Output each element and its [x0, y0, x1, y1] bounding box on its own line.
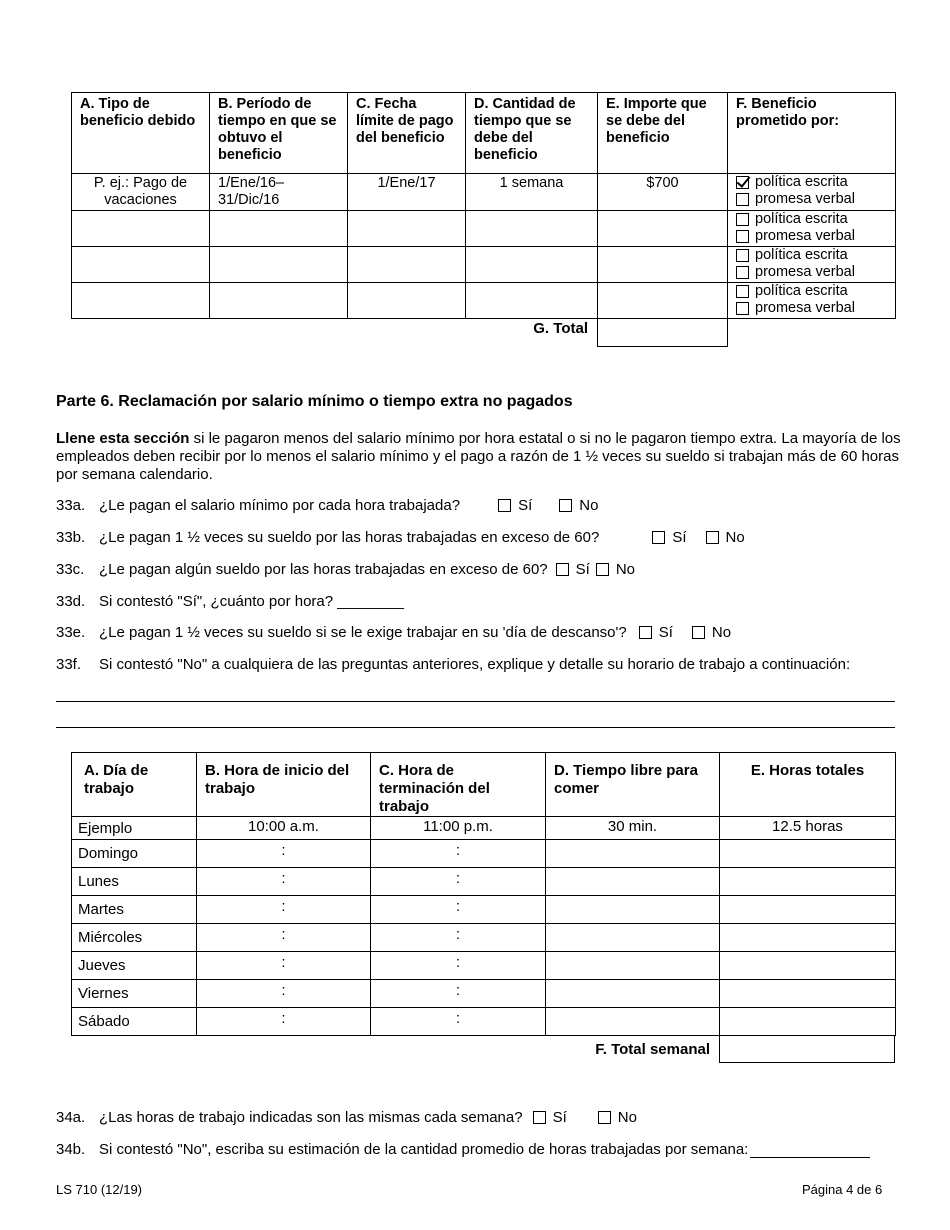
entry-amount-owed-cell[interactable] — [598, 283, 728, 319]
hours-header-row — [72, 753, 896, 817]
hours-example-row — [72, 817, 896, 840]
entry-amount-owed-cell[interactable] — [598, 211, 728, 247]
day-label: Martes — [72, 896, 197, 924]
start-time-cell[interactable]: : — [197, 980, 371, 1008]
meal-break-cell[interactable] — [546, 896, 720, 924]
header-total-hours: E. Horas totales — [720, 753, 896, 817]
yes-option[interactable] — [533, 1109, 567, 1126]
yes-label: Sí — [552, 1109, 567, 1126]
start-time-cell[interactable]: : — [197, 896, 371, 924]
no-label: No — [579, 497, 599, 514]
entry-deadline-cell[interactable] — [348, 247, 466, 283]
header-promised-by: F. Beneficio prometido por: — [728, 93, 896, 174]
meal-break-cell[interactable] — [546, 924, 720, 952]
entry-period-cell[interactable] — [210, 247, 348, 283]
total-hours-cell[interactable] — [720, 980, 896, 1008]
no-checkbox[interactable] — [596, 563, 609, 576]
day-row-sunday — [72, 840, 896, 868]
verbal-promise-checkbox[interactable] — [736, 302, 749, 315]
example-amount-owed: $700 — [598, 174, 728, 211]
question-text: ¿Las horas de trabajo indicadas son las mismas cada semana? — [99, 1109, 523, 1126]
no-option[interactable] — [559, 497, 598, 514]
no-label: No — [725, 529, 745, 546]
total-hours-cell[interactable] — [720, 896, 896, 924]
written-policy-label: política escrita — [755, 211, 848, 227]
question-text[interactable]: Si contestó "Sí", ¿cuánto por hora? ________ — [99, 593, 405, 610]
verbal-promise-label: promesa verbal — [755, 228, 855, 244]
entry-promised-by — [728, 247, 896, 283]
yes-checkbox[interactable] — [652, 531, 665, 544]
start-time-cell[interactable]: : — [197, 952, 371, 980]
end-time-cell[interactable]: : — [371, 896, 546, 924]
question-33e — [56, 624, 731, 641]
no-label: No — [711, 624, 732, 641]
g-total-field[interactable] — [597, 319, 728, 347]
total-hours-cell[interactable] — [720, 952, 896, 980]
benefits-header-row — [72, 93, 896, 174]
part6-intro — [56, 430, 916, 484]
day-label: Jueves — [72, 952, 197, 980]
example-promised-by — [728, 174, 896, 211]
question-33f — [56, 656, 850, 673]
average-hours-field[interactable] — [750, 1142, 870, 1158]
day-label: Domingo — [72, 840, 197, 868]
start-time-cell[interactable]: : — [197, 840, 371, 868]
no-label: No — [617, 1109, 637, 1126]
end-time-cell[interactable]: : — [371, 1008, 546, 1036]
entry-type-cell[interactable] — [72, 247, 210, 283]
no-option[interactable] — [706, 529, 745, 546]
question-text: Si contestó "No", escriba su estimación de la cantidad promedio de horas trabajadas por semana: — [99, 1141, 749, 1158]
example-meal: 30 min. — [546, 817, 720, 840]
verbal-promise-checkbox[interactable] — [736, 193, 749, 206]
question-number: 33d. — [56, 593, 86, 610]
day-label: Lunes — [72, 868, 197, 896]
question-text: ¿Le pagan 1 ½ veces su sueldo por las horas trabajadas en exceso de 60? — [99, 529, 600, 546]
header-start-time: B. Hora de inicio del trabajo — [197, 753, 371, 817]
verbal-promise-checkbox[interactable] — [736, 266, 749, 279]
g-total-label: G. Total — [533, 320, 588, 337]
end-time-cell[interactable]: : — [371, 952, 546, 980]
example-day: Ejemplo — [72, 817, 197, 840]
yes-option[interactable] — [652, 529, 686, 546]
part6-intro-text: si le pagaron menos del salario mínimo por hora estatal o si no le pagaron tiempo extra. La mayoría de los empleados deben recibir por lo menos el salario mínimo y el pago a razón de 1 ½ veces su sueldo si trabajan más de 60 horas por semana calendario. — [56, 430, 901, 483]
yes-label: Sí — [658, 624, 673, 641]
written-policy-checkbox[interactable] — [736, 213, 749, 226]
question-number: 34b. — [56, 1141, 86, 1158]
day-row-saturday — [72, 1008, 896, 1036]
no-option[interactable] — [598, 1109, 637, 1126]
example-total: 12.5 horas — [720, 817, 896, 840]
verbal-promise-label: promesa verbal — [755, 191, 855, 207]
header-meal-break: D. Tiempo libre para comer — [546, 753, 720, 817]
day-label: Miércoles — [72, 924, 197, 952]
entry-type-cell[interactable] — [72, 211, 210, 247]
day-row-monday — [72, 868, 896, 896]
example-start: 10:00 a.m. — [197, 817, 371, 840]
question-number: 33c. — [56, 561, 85, 578]
explanation-line-1[interactable] — [56, 701, 895, 702]
start-time-cell[interactable]: : — [197, 1008, 371, 1036]
question-34a — [56, 1109, 637, 1126]
question-33a — [56, 497, 598, 514]
header-payment-deadline: C. Fecha límite de pago del beneficio — [348, 93, 466, 174]
end-time-cell[interactable]: : — [371, 924, 546, 952]
no-checkbox[interactable] — [692, 626, 705, 639]
explanation-line-2[interactable] — [56, 727, 895, 728]
benefits-entry-row — [72, 283, 896, 319]
no-checkbox[interactable] — [706, 531, 719, 544]
yes-option[interactable] — [498, 497, 532, 514]
example-deadline: 1/Ene/17 — [348, 174, 466, 211]
question-text: ¿Le pagan 1 ½ veces su sueldo si se le exige trabajar en su 'día de descanso'? — [99, 624, 627, 641]
end-time-cell[interactable]: : — [371, 840, 546, 868]
written-policy-label: política escrita — [755, 283, 848, 299]
day-label: Viernes — [72, 980, 197, 1008]
yes-checkbox[interactable] — [556, 563, 569, 576]
yes-option[interactable] — [639, 624, 673, 641]
day-row-friday — [72, 980, 896, 1008]
yes-checkbox[interactable] — [639, 626, 652, 639]
day-row-thursday — [72, 952, 896, 980]
meal-break-cell[interactable] — [546, 980, 720, 1008]
yes-checkbox[interactable] — [533, 1111, 546, 1124]
yes-label: Sí — [575, 561, 590, 578]
verbal-promise-label: promesa verbal — [755, 264, 855, 280]
day-row-wednesday — [72, 924, 896, 952]
question-34b — [56, 1141, 870, 1158]
total-hours-cell[interactable] — [720, 868, 896, 896]
no-label: No — [615, 561, 636, 578]
meal-break-cell[interactable] — [546, 952, 720, 980]
question-33c — [56, 561, 635, 578]
question-33b — [56, 529, 745, 546]
verbal-promise-label: promesa verbal — [755, 300, 855, 316]
yes-label: Sí — [518, 497, 533, 514]
written-policy-label: política escrita — [755, 247, 848, 263]
end-time-cell[interactable]: : — [371, 980, 546, 1008]
header-benefit-type: A. Tipo de beneficio debido — [72, 93, 210, 174]
work-hours-table — [71, 752, 896, 1036]
part6-title: Parte 6. Reclamación por salario mínimo o tiempo extra no pagados — [56, 393, 573, 410]
benefits-entry-row — [72, 247, 896, 283]
entry-time-owed-cell[interactable] — [466, 247, 598, 283]
total-hours-cell[interactable] — [720, 1008, 896, 1036]
benefits-table — [71, 92, 896, 319]
end-time-cell[interactable]: : — [371, 868, 546, 896]
question-number: 33e. — [56, 624, 86, 641]
example-period: 1/Ene/16– 31/Dic/16 — [210, 174, 348, 211]
weekly-total-field[interactable] — [719, 1035, 895, 1063]
meal-break-cell[interactable] — [546, 840, 720, 868]
question-text: ¿Le pagan algún sueldo por las horas trabajadas en exceso de 60? — [99, 561, 548, 578]
day-label: Sábado — [72, 1008, 197, 1036]
example-time-owed: 1 semana — [466, 174, 598, 211]
question-33d — [56, 593, 404, 610]
entry-promised-by — [728, 283, 896, 319]
benefits-example-row — [72, 174, 896, 211]
question-number: 33b. — [56, 529, 86, 546]
total-hours-cell[interactable] — [720, 924, 896, 952]
entry-promised-by — [728, 211, 896, 247]
written-policy-label: política escrita — [755, 174, 848, 190]
entry-amount-owed-cell[interactable] — [598, 247, 728, 283]
example-type: P. ej.: Pago de vacaciones — [72, 174, 210, 211]
question-number: 33f. — [56, 656, 82, 673]
header-time-owed: D. Cantidad de tiempo que se debe del beneficio — [466, 93, 598, 174]
written-policy-checkbox[interactable] — [736, 176, 749, 189]
total-hours-cell[interactable] — [720, 840, 896, 868]
header-benefit-period: B. Período de tiempo en que se obtuvo el beneficio — [210, 93, 348, 174]
question-number: 33a. — [56, 497, 86, 514]
header-end-time: C. Hora de terminación del trabajo — [371, 753, 546, 817]
entry-time-owed-cell[interactable] — [466, 211, 598, 247]
yes-checkbox[interactable] — [498, 499, 511, 512]
no-checkbox[interactable] — [559, 499, 572, 512]
no-checkbox[interactable] — [598, 1111, 611, 1124]
start-time-cell[interactable]: : — [197, 924, 371, 952]
part6-intro-bold: Llene esta sección — [56, 430, 190, 447]
yes-option[interactable] — [556, 561, 590, 578]
no-option[interactable] — [596, 561, 635, 578]
day-row-tuesday — [72, 896, 896, 924]
meal-break-cell[interactable] — [546, 868, 720, 896]
question-number: 34a. — [56, 1109, 86, 1126]
question-text: Si contestó "No" a cualquiera de las preguntas anteriores, explique y detalle su horario de trabajo a continuación: — [99, 656, 851, 673]
entry-deadline-cell[interactable] — [348, 211, 466, 247]
entry-time-owed-cell[interactable] — [466, 283, 598, 319]
header-amount-owed: E. Importe que se debe del beneficio — [598, 93, 728, 174]
meal-break-cell[interactable] — [546, 1008, 720, 1036]
start-time-cell[interactable]: : — [197, 868, 371, 896]
header-work-day: A. Día de trabajo — [72, 753, 197, 817]
entry-period-cell[interactable] — [210, 283, 348, 319]
entry-period-cell[interactable] — [210, 211, 348, 247]
weekly-total-label: F. Total semanal — [595, 1041, 710, 1058]
example-end: 11:00 p.m. — [371, 817, 546, 840]
written-policy-checkbox[interactable] — [736, 249, 749, 262]
form-id: LS 710 (12/19) — [56, 1182, 143, 1197]
page-number: Página 4 de 6 — [802, 1182, 883, 1197]
yes-label: Sí — [672, 529, 687, 546]
written-policy-checkbox[interactable] — [736, 285, 749, 298]
entry-type-cell[interactable] — [72, 283, 210, 319]
no-option[interactable] — [692, 624, 731, 641]
entry-deadline-cell[interactable] — [348, 283, 466, 319]
question-text: ¿Le pagan el salario mínimo por cada hora trabajada? — [99, 497, 461, 514]
verbal-promise-checkbox[interactable] — [736, 230, 749, 243]
benefits-entry-row — [72, 211, 896, 247]
